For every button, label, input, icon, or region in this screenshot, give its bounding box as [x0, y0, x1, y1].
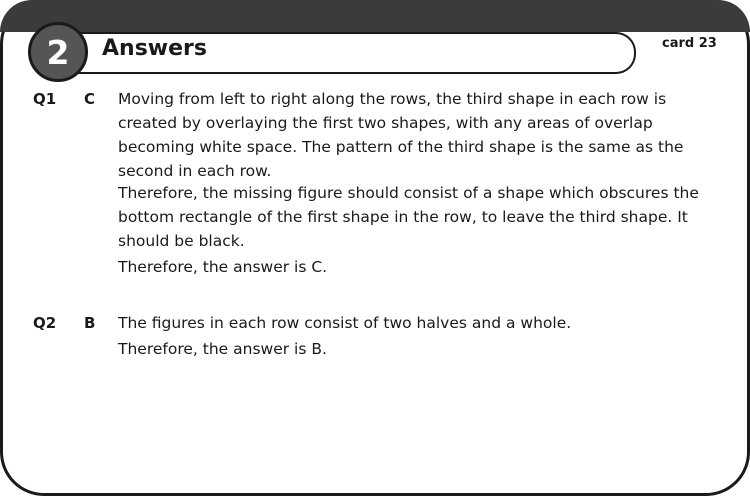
header-band: [0, 0, 750, 32]
card-label: card 23: [662, 36, 717, 51]
q1-paragraph-2: Therefore, the missing figure should consist of a shape which obscures the bottom rectangle of the first shape in the row, to leave the third shape. It should be black.: [118, 184, 699, 250]
q2-paragraph-1: The figures in each row consist of two halves and a whole.: [118, 314, 572, 332]
q2-paragraph-2: Therefore, the answer is B.: [118, 340, 327, 358]
question-label-1: Q1: [33, 90, 57, 108]
answer-letter-1: C: [84, 90, 96, 108]
card-number: 2: [46, 32, 70, 72]
page-title: Answers: [102, 36, 207, 61]
q1-paragraph-3: Therefore, the answer is C.: [118, 258, 328, 276]
card-number-badge: [28, 22, 88, 82]
answer-letter-2: B: [84, 314, 96, 332]
question-label-2: Q2: [33, 314, 57, 332]
q1-paragraph-1: Moving from left to right along the rows, the third shape in each row is created by overlaying the first two shapes, with any areas of overlap becoming white space. The pattern of the third shape is the same as the second in each row.: [118, 90, 684, 180]
